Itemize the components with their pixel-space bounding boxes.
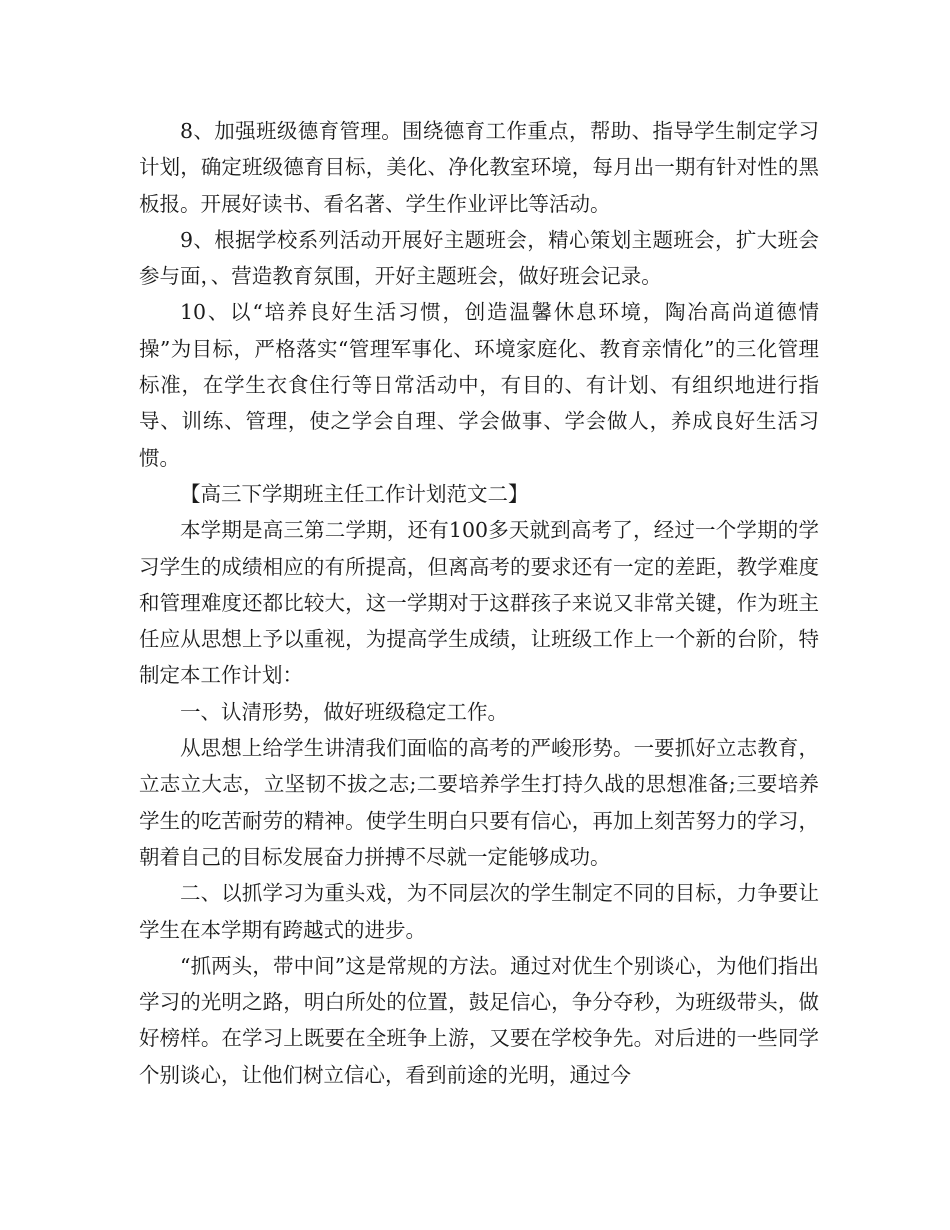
paragraph-moral-education: 8、加强班级德育管理。围绕德育工作重点，帮助、指导学生制定学习计划，确定班级德育目标，美化、净化教室环境，每月出一期有针对性的黑板报。开展好读书、看名著、学生作业评比等活动。: [139, 119, 819, 216]
document-body: [139, 113, 819, 1093]
paragraph-ideological-education: 从思想上给学生讲清我们面临的高考的严峻形势。一要抓好立志教育，立志立大志，立坚韧不拔之志;二要培养学生打持久战的思想准备;三要培养学生的吃苦耐劳的精神。使学生明白只要有信心，再加上刻苦努力的学习，朝着自己的目标发展奋力拼搏不尽就一定能够成功。: [139, 736, 819, 869]
section-heading: 【高三下学期班主任工作计划范文二】: [180, 481, 529, 506]
subheading-recognize-situation: 一、认清形势，做好班级稳定工作。: [180, 699, 508, 724]
paragraph-theme-class-meeting: 9、根据学校系列活动开展好主题班会，精心策划主题班会，扩大班会参与面，、营造教育氛围，开好主题班会，做好班会记录。: [139, 227, 819, 289]
paragraph-two-ends-method: “抓两头，带中间”这是常规的方法。通过对优生个别谈心，为他们指出学习的光明之路，明白所处的位置，鼓足信心，争分夺秒，为班级带头，做好榜样。在学习上既要在全班争上游，又要在学校争先。对后进的一些同学个别谈心，让他们树立信心，看到前途的光明，通过今: [139, 953, 819, 1087]
paragraph-living-habits: 10、以“培养良好生活习惯，创造温馨休息环境，陶冶高尚道德情操”为目标，严格落实“管理军事化、环境家庭化、教育亲情化”的三化管理标准，在学生衣食住行等日常活动中，有目的、有计划、有组织地进行指导、训练、管理，使之学会自理、学会做事、学会做人，养成良好生活习惯。: [139, 300, 819, 470]
subheading-focus-on-study: 二、以抓学习为重头戏，为不同层次的学生制定不同的目标，力争要让学生在本学期有跨越式的进步。: [139, 881, 819, 942]
paragraph-semester-intro: 本学期是高三第二学期，还有100多天就到高考了，经过一个学期的学习学生的成绩相应的有所提高，但离高考的要求还有一定的差距，教学难度和管理难度还都比较大，这一学期对于这群孩子来说又非常关键，作为班主任应从思想上予以重视，为提高学生成绩，让班级工作上一个新的台阶，特制定本工作计划：: [139, 518, 819, 688]
